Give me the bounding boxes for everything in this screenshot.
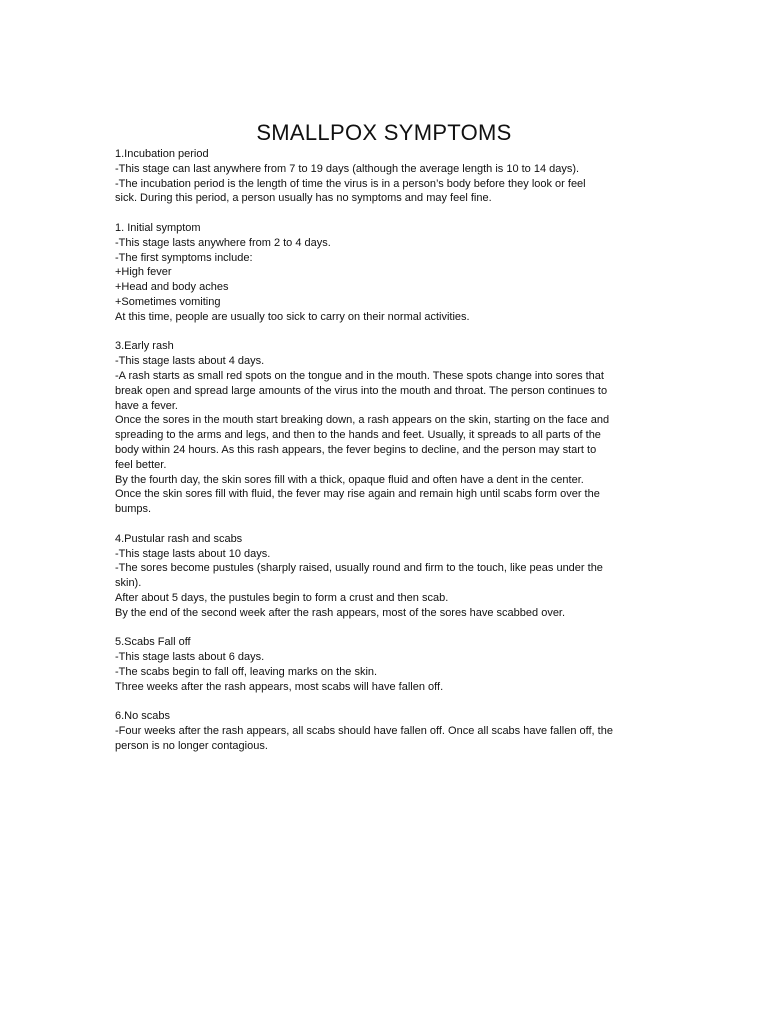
text-line: spreading to the arms and legs, and then to the hands and feet. Usually, it spreads to all parts of the [115,429,601,442]
text-line: -This stage can last anywhere from 7 to 19 days (although the average length is 10 to 14 days). [115,162,580,175]
text-line: -The incubation period is the length of time the virus is in a person’s body before they look or feel [115,177,586,190]
text-line: Three weeks after the rash appears, most scabs will have fallen off. [115,680,444,693]
section-heading: 3.Early rash [115,340,174,353]
section-heading: 5.Scabs Fall off [115,636,191,649]
text-line: -This stage lasts about 6 days. [115,651,265,664]
text-line: By the end of the second week after the rash appears, most of the sores have scabbed over. [115,606,566,619]
section-heading: 6.No scabs [115,710,171,723]
text-line: bumps. [115,503,152,516]
text-line: +High fever [115,266,172,279]
text-line: -The scabs begin to fall off, leaving marks on the skin. [115,665,378,678]
text-line: -The sores become pustules (sharply raised, usually round and firm to the touch, like peas under the [115,562,603,575]
section-pustular-rash-and-scabs [115,532,655,621]
section-heading: 1. Initial symptom [115,221,201,234]
text-line: have a fever. [115,399,178,412]
document-title: SMALLPOX SYMPTOMS [256,120,512,145]
section-incubation-period [115,147,655,206]
section-initial-symptom [115,221,655,325]
text-line: At this time, people are usually too sick to carry on their normal activities. [115,310,470,323]
section-scabs-fall-off [115,635,655,694]
text-line: person is no longer contagious. [115,739,268,752]
text-line: +Head and body aches [115,281,229,294]
text-line: skin). [115,577,142,590]
section-no-scabs [115,709,655,753]
text-line: -This stage lasts about 4 days. [115,355,265,368]
text-line: feel better. [115,458,167,471]
text-line: Once the sores in the mouth start breaking down, a rash appears on the skin, starting on the face and [115,414,610,427]
text-line: body within 24 hours. As this rash appears, the fever begins to decline, and the person may start to [115,443,597,456]
text-line: -The first symptoms include: [115,251,253,264]
text-line: -This stage lasts about 10 days. [115,547,271,560]
text-line: After about 5 days, the pustules begin to form a crust and then scab. [115,591,449,604]
text-line: -A rash starts as small red spots on the tongue and in the mouth. These spots change into sores that [115,369,604,382]
section-heading: 4.Pustular rash and scabs [115,532,243,545]
text-line: break open and spread large amounts of the virus into the mouth and throat. The person continues to [115,384,608,397]
section-heading: 1.Incubation period [115,148,209,160]
section-early-rash [115,339,655,517]
text-line: -This stage lasts anywhere from 2 to 4 days. [115,236,331,249]
document-body [115,147,655,754]
text-line: Once the skin sores fill with fluid, the fever may rise again and remain high until scabs form over the [115,488,600,501]
text-line: sick. During this period, a person usually has no symptoms and may feel fine. [115,192,492,205]
text-line: -Four weeks after the rash appears, all scabs should have fallen off. Once all scabs have fallen off, the [115,725,613,738]
text-line: By the fourth day, the skin sores fill with a thick, opaque fluid and often have a dent in the center. [115,473,584,486]
text-line: +Sometimes vomiting [115,295,221,308]
